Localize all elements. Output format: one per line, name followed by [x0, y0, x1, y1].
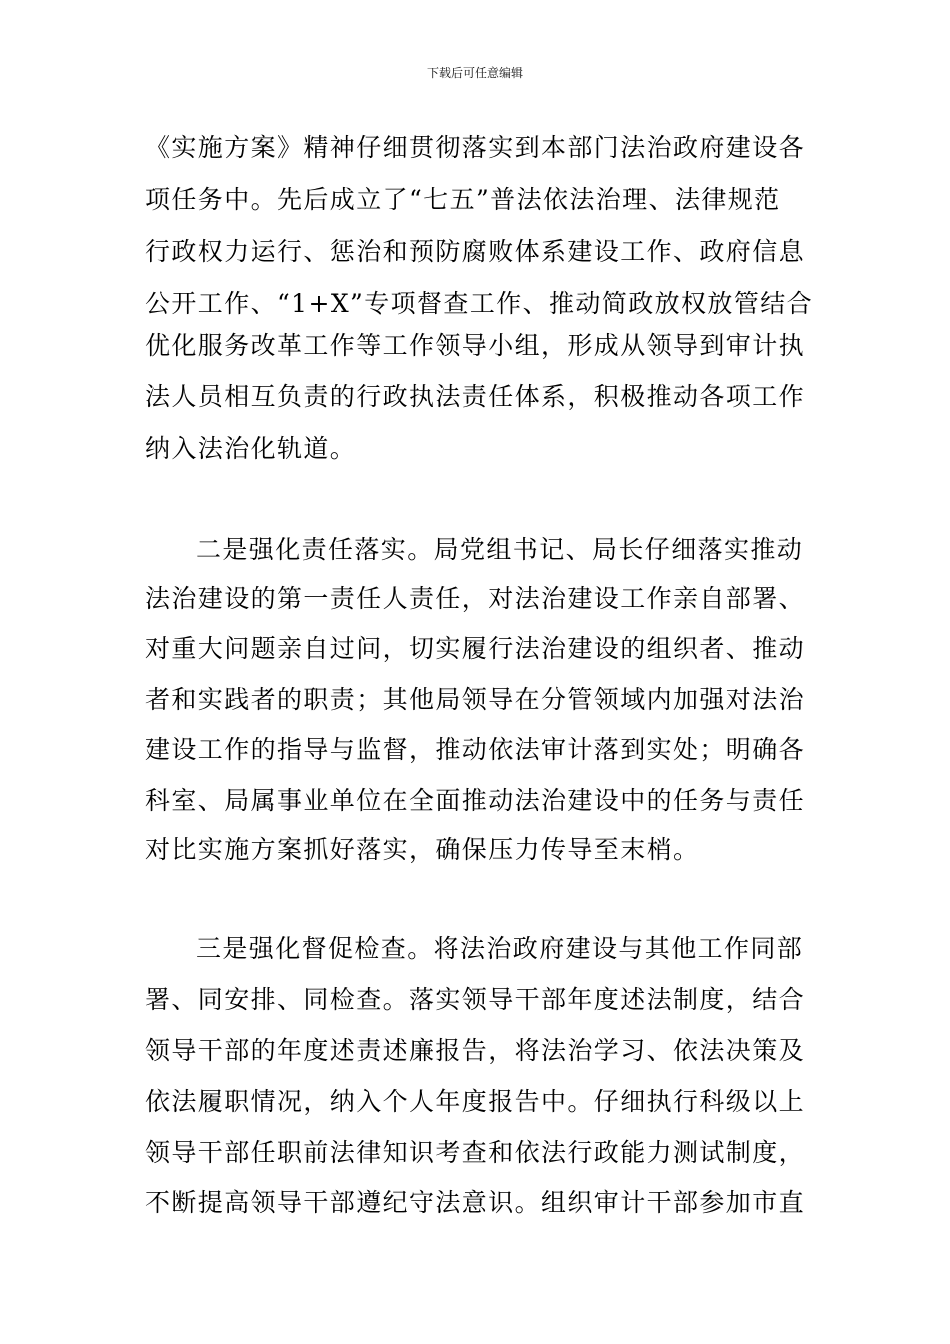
- text-line: 者和实践者的职责；其他局领导在分管领域内加强对法治: [145, 685, 806, 714]
- text-line: 二是强化责任落实。局党组书记、局长仔细落实推动: [196, 535, 804, 564]
- text-line: 依法履职情况，纳入个人年度报告中。仔细执行科级以上: [145, 1087, 806, 1116]
- text-line: 三是强化督促检查。将法治政府建设与其他工作同部: [196, 934, 804, 963]
- text-line: 领导干部的年度述责述廉报告，将法治学习、依法决策及: [145, 1036, 806, 1065]
- text-line: 对比实施方案抓好落实，确保压力传导至末梢。: [145, 835, 700, 864]
- text-line: 法治建设的第一责任人责任，对法治建设工作亲自部署、: [145, 584, 806, 613]
- text-line: 《实施方案》精神仔细贯彻落实到本部门法治政府建设各: [145, 133, 806, 162]
- text-line: 领导干部任职前法律知识考查和依法行政能力测试制度，: [145, 1138, 806, 1167]
- page-header: 下载后可任意编辑: [426, 66, 523, 80]
- text-line: 不断提高领导干部遵纪守法意识。组织审计干部参加市直: [145, 1188, 806, 1217]
- text-line: 纳入法治化轨道。: [145, 434, 357, 463]
- text-line: 科室、局属事业单位在全面推动法治建设中的任务与责任: [145, 786, 806, 815]
- text-line: 署、同安排、同检查。落实领导干部年度述法制度，结合: [145, 985, 806, 1014]
- text-line: 法人员相互负责的行政执法责任体系，积极推动各项工作: [145, 382, 806, 411]
- text-line: 对重大问题亲自过问，切实履行法治建设的组织者、推动: [145, 634, 806, 663]
- text-line: 优化服务改革工作等工作领导小组，形成从领导到审计执: [145, 331, 806, 360]
- text-line: 项任务中。先后成立了“七五”普法依法治理、法律规范: [145, 185, 781, 214]
- text-line: 公开工作、“1+X”专项督查工作、推动简政放权放管结合: [145, 289, 814, 318]
- text-line: 行政权力运行、惩治和预防腐败体系建设工作、政府信息: [145, 237, 806, 266]
- text-line: 建设工作的指导与监督，推动依法审计落到实处；明确各: [145, 735, 806, 764]
